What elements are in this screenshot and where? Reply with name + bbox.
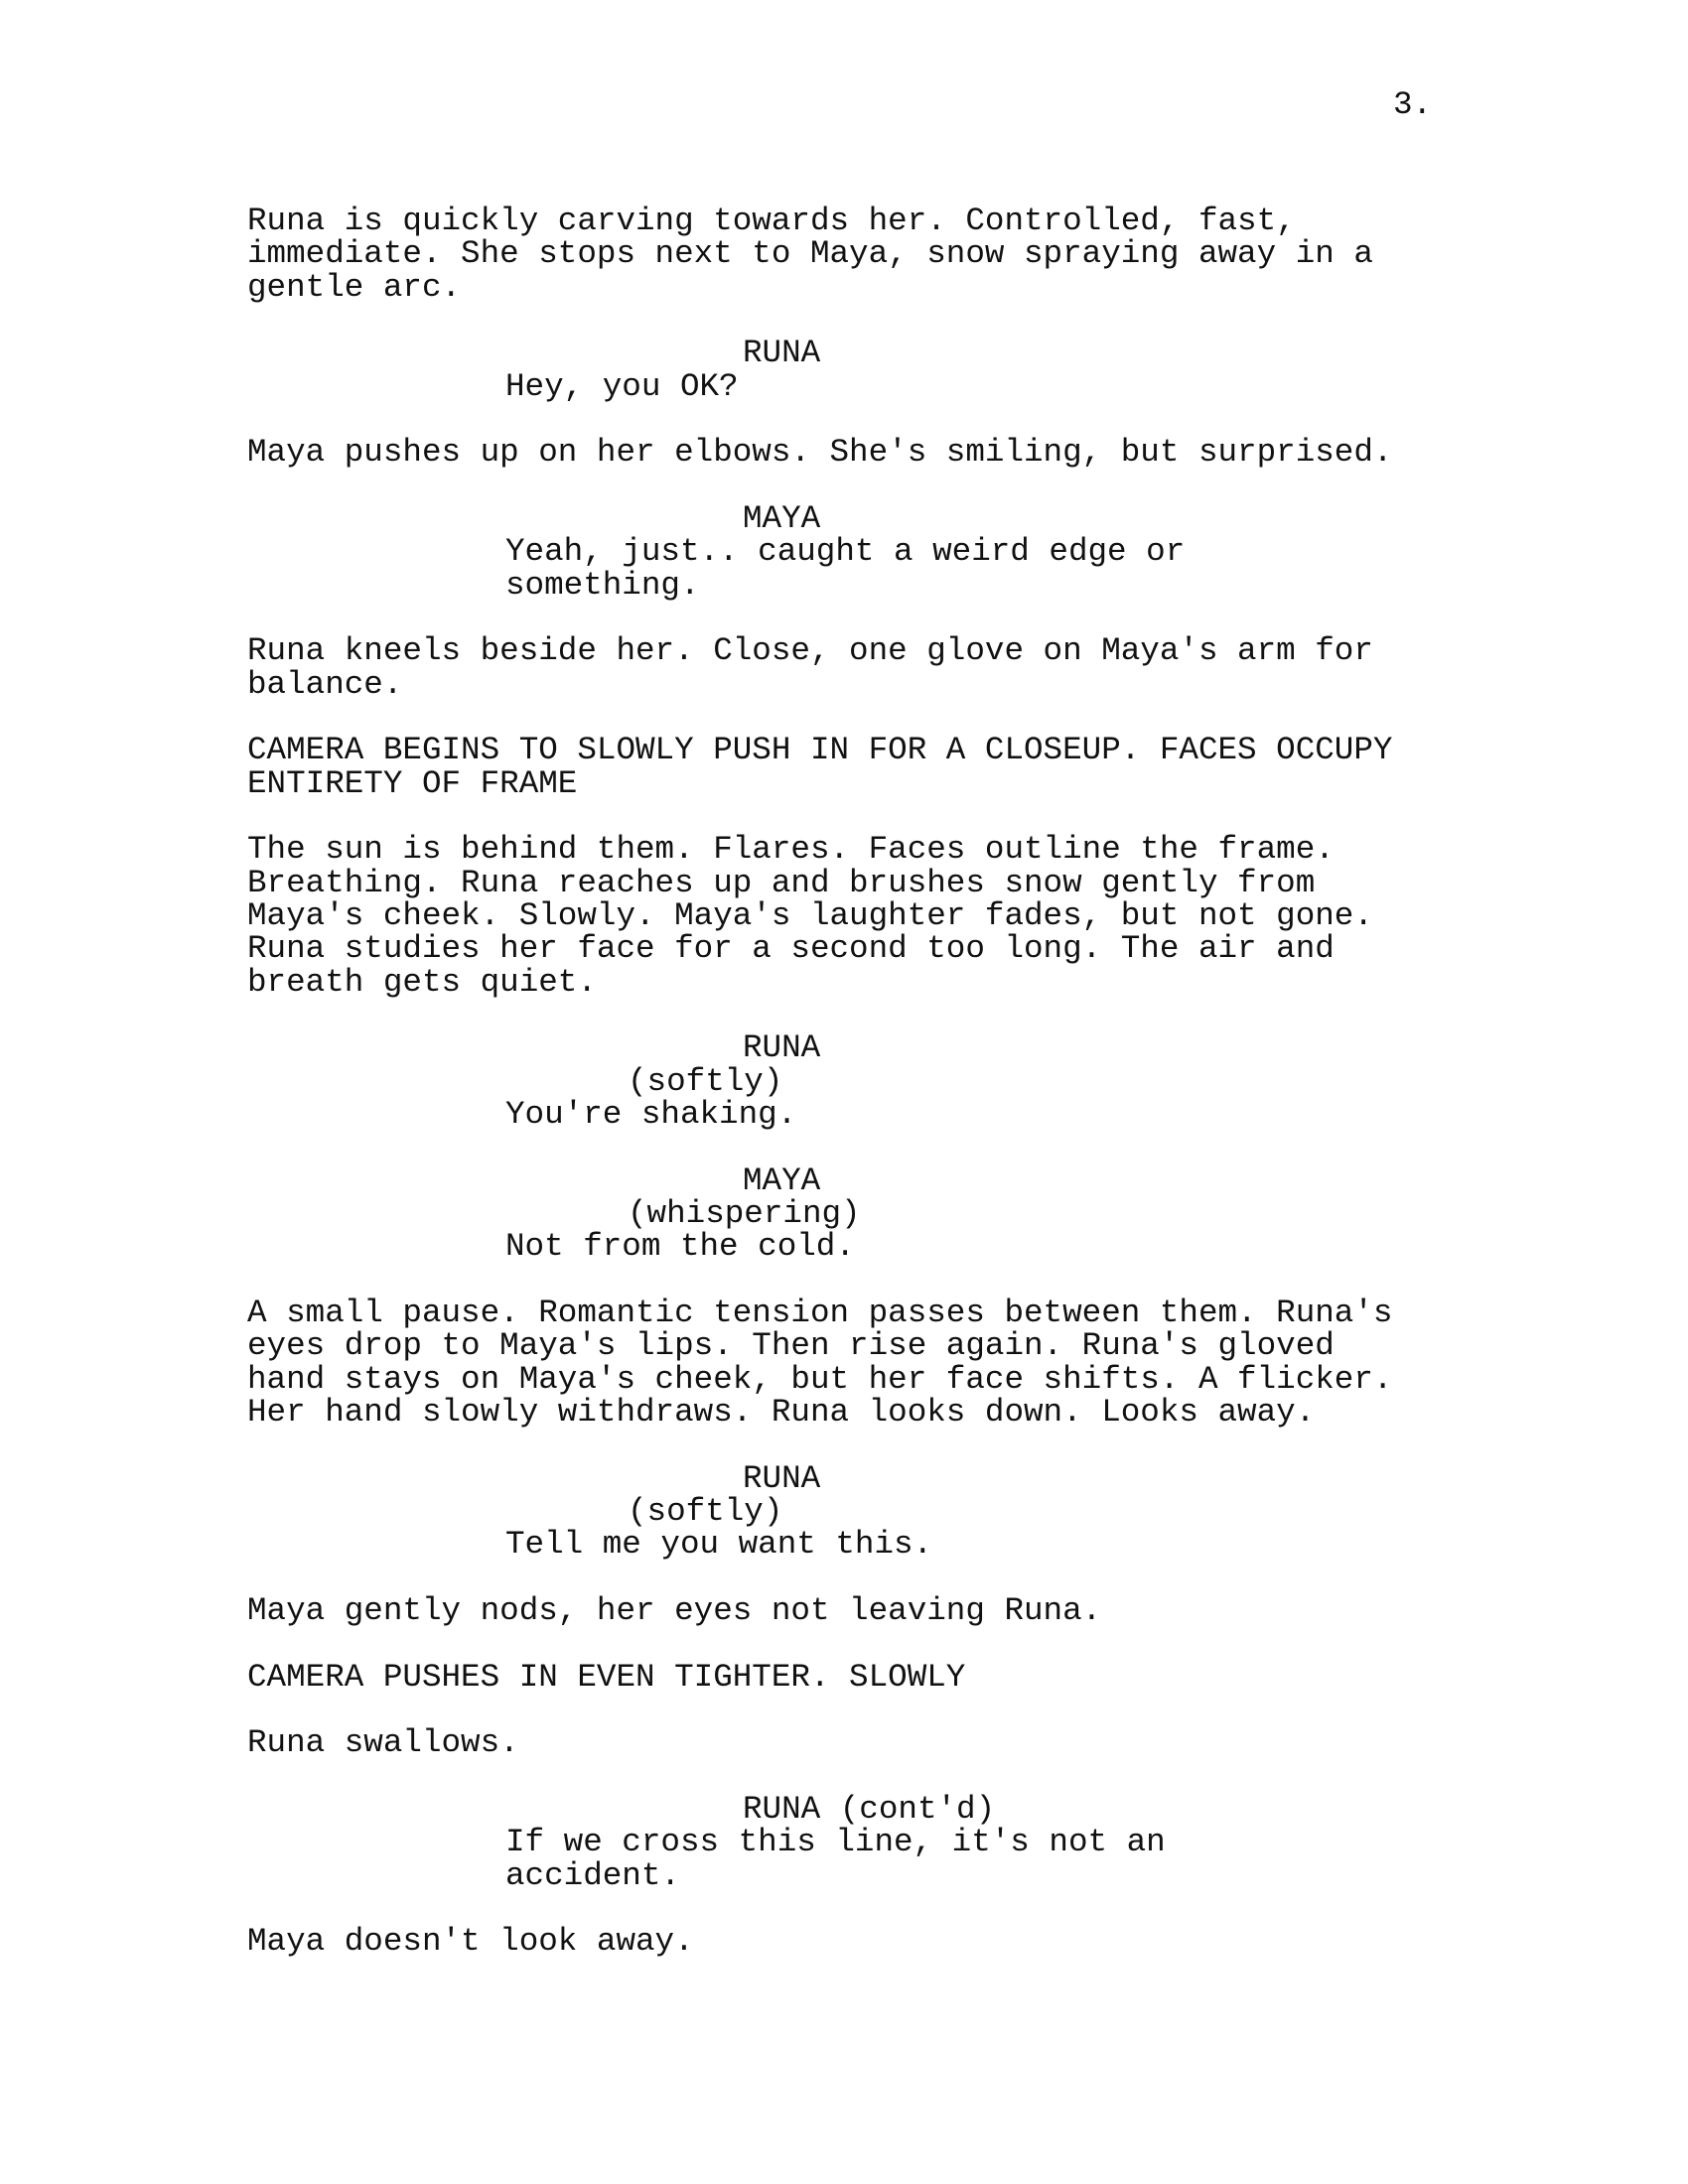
dialogue-line: accident. [505,1857,680,1894]
action-line: Maya doesn't look away. [247,1923,694,1960]
dialogue-line: Hey, you OK? [505,368,739,405]
action-line: CAMERA BEGINS TO SLOWLY PUSH IN FOR A CLOSEUP. FACES OCCUPY [247,732,1393,768]
action-line: The sun is behind them. Flares. Faces outline the frame. [247,831,1335,868]
action-line: breath gets quiet. [247,964,597,1001]
action-line: A small pause. Romantic tension passes between them. Runa's [247,1295,1393,1331]
parenthetical: (softly) [628,1493,783,1530]
page-number: 3. [1393,86,1433,123]
parenthetical: (softly) [628,1063,783,1100]
action-line: Runa kneels beside her. Close, one glove on Maya's arm for [247,632,1373,669]
dialogue-line: Tell me you want this. [505,1526,933,1563]
action-line: CAMERA PUSHES IN EVEN TIGHTER. SLOWLY [247,1659,966,1696]
character-cue: RUNA [743,1460,821,1497]
action-line: hand stays on Maya's cheek, but her face shifts. A flicker. [247,1361,1393,1398]
action-line: Maya gently nods, her eyes not leaving Runa. [247,1592,1102,1629]
action-line: Maya pushes up on her elbows. She's smiling, but surprised. [247,434,1393,471]
dialogue-line: something. [505,567,700,604]
action-line: Her hand slowly withdraws. Runa looks down. Looks away. [247,1394,1316,1431]
action-line: Breathing. Runa reaches up and brushes snow gently from [247,865,1316,901]
action-line: balance. [247,666,403,703]
action-line: Runa studies her face for a second too long. The air and [247,930,1335,967]
parenthetical: (whispering) [628,1195,861,1232]
dialogue-line: You're shaking. [505,1096,797,1133]
action-line: eyes drop to Maya's lips. Then rise again. Runa's gloved [247,1327,1335,1364]
dialogue-line: If we cross this line, it's not an [505,1824,1166,1860]
action-line: gentle arc. [247,269,462,306]
character-cue: RUNA (cont'd) [743,1791,996,1828]
dialogue-line: Not from the cold. [505,1228,855,1265]
character-cue: RUNA [743,335,821,371]
character-cue: RUNA [743,1029,821,1066]
character-cue: MAYA [743,500,821,537]
action-line: Maya's cheek. Slowly. Maya's laughter fades, but not gone. [247,897,1373,934]
action-line: ENTIRETY OF FRAME [247,765,578,802]
dialogue-line: Yeah, just.. caught a weird edge or [505,533,1186,570]
action-line: Runa swallows. [247,1724,519,1761]
action-line: Runa is quickly carving towards her. Controlled, fast, [247,203,1296,239]
character-cue: MAYA [743,1162,821,1199]
action-line: immediate. She stops next to Maya, snow spraying away in a [247,235,1373,272]
